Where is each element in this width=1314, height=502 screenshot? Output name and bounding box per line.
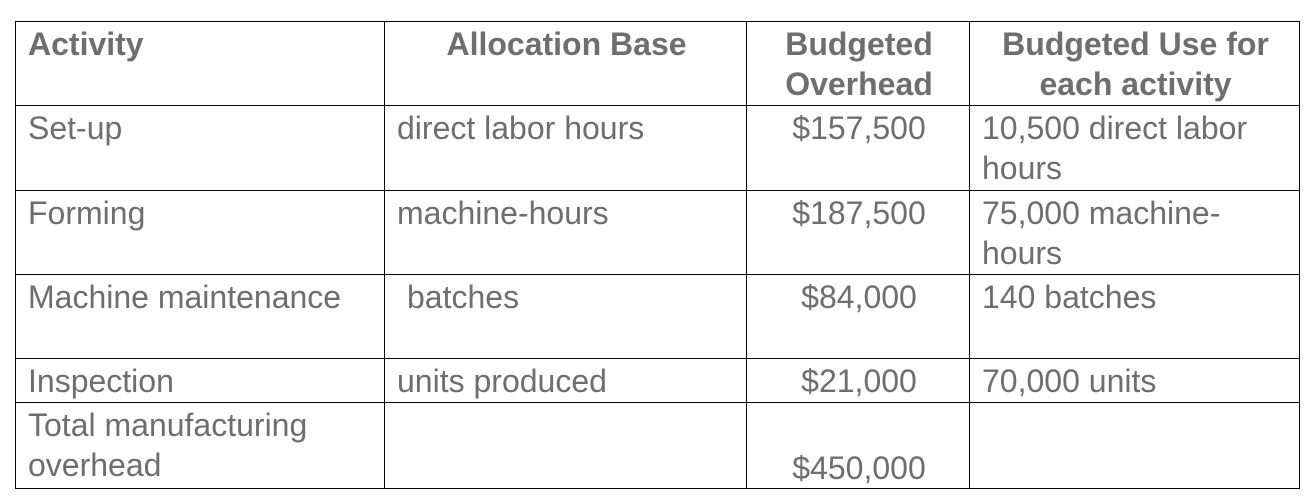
cell-allocation-base: units produced — [385, 359, 747, 402]
cell-budgeted-overhead: $157,500 — [747, 106, 970, 190]
cell-budgeted-use: 10,500 direct labor hours — [970, 106, 1300, 190]
header-activity: Activity — [16, 22, 385, 106]
table-row — [16, 106, 1300, 190]
table-row — [16, 275, 1300, 359]
cell-allocation-base: machine-hours — [385, 190, 747, 274]
cell-total-overhead: $450,000 — [747, 402, 970, 488]
cell-budgeted-use: 75,000 machine-hours — [970, 190, 1300, 274]
table-header-row — [16, 22, 1300, 106]
table-row — [16, 190, 1300, 274]
cell-activity-total: Total manufacturing overhead — [16, 402, 385, 488]
header-budgeted-overhead: Budgeted Overhead — [747, 22, 970, 106]
table-row — [16, 359, 1300, 402]
cell-activity: Forming — [16, 190, 385, 274]
cell-allocation-base: direct labor hours — [385, 106, 747, 190]
cell-budgeted-use: 140 batches — [970, 275, 1300, 359]
header-budgeted-use: Budgeted Use for each activity — [970, 22, 1300, 106]
cell-budgeted-overhead: $21,000 — [747, 359, 970, 402]
cell-activity: Machine maintenance — [16, 275, 385, 359]
table-total-row — [16, 402, 1300, 488]
cell-budgeted-overhead: $187,500 — [747, 190, 970, 274]
cell-activity: Inspection — [16, 359, 385, 402]
overhead-activity-table — [15, 21, 1300, 489]
cell-allocation-base-total — [385, 402, 747, 488]
cell-activity: Set-up — [16, 106, 385, 190]
header-allocation-base: Allocation Base — [385, 22, 747, 106]
cell-budgeted-use-total — [970, 402, 1300, 488]
cell-allocation-base: batches — [385, 275, 747, 359]
cell-budgeted-use: 70,000 units — [970, 359, 1300, 402]
cell-budgeted-overhead: $84,000 — [747, 275, 970, 359]
